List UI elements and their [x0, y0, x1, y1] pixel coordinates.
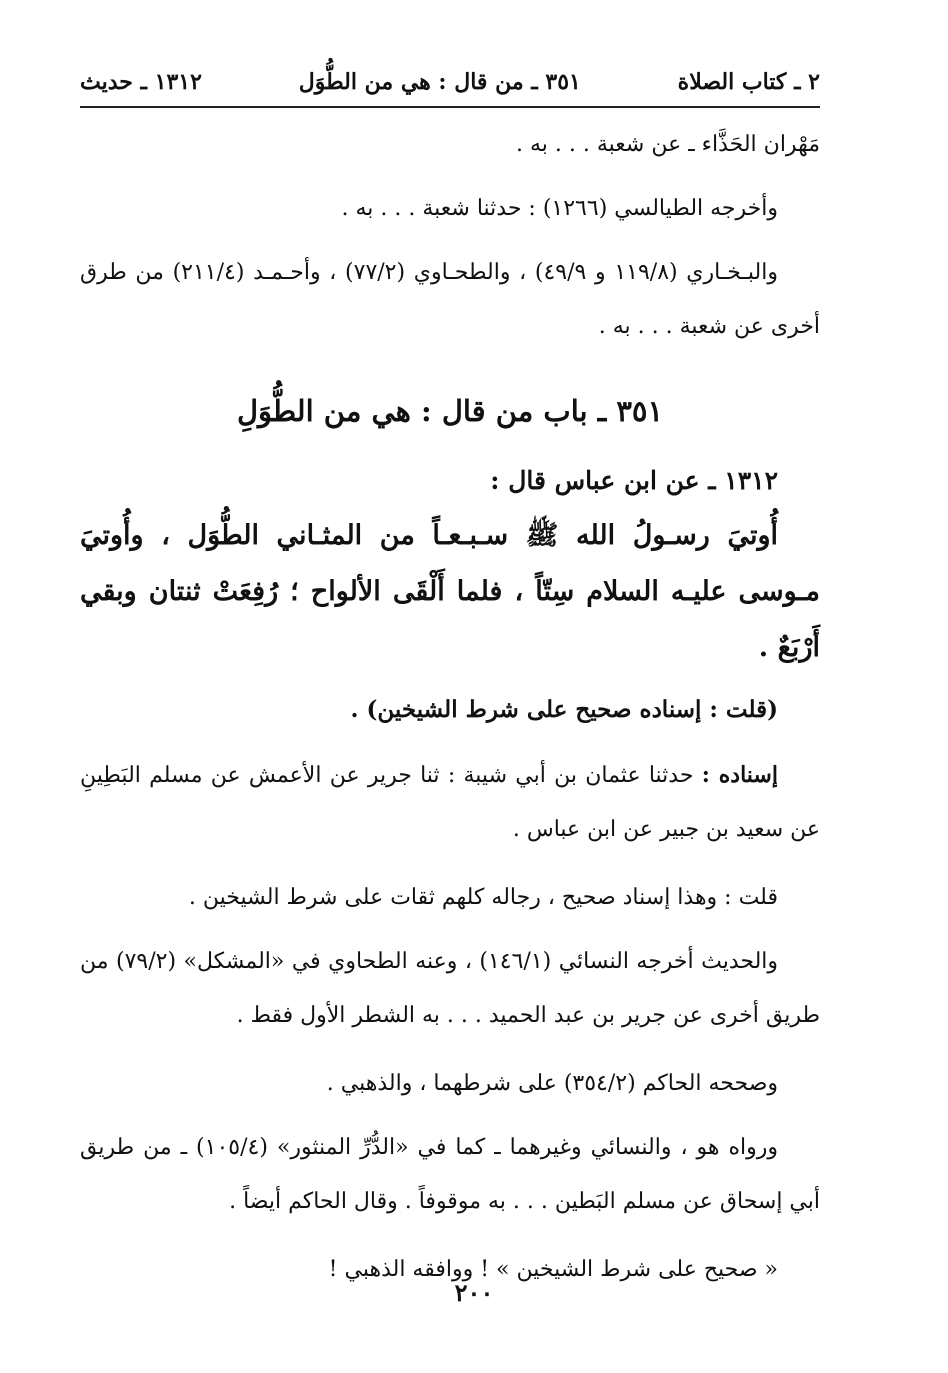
hakim-quote: « صحيح على شرط الشيخين » ! ووافقه الذهبي ! — [328, 1257, 778, 1282]
section-title: ٣٥١ ـ باب من قال : هي من الطُّوَلِ — [236, 394, 664, 428]
hadith-heading: ١٣١٢ ـ عن ابن عباس قال : — [490, 466, 778, 495]
header-book-title: ٢ ـ كتاب الصلاة — [677, 69, 820, 95]
running-header — [80, 62, 820, 108]
header-chapter-title: ٣٥١ ـ من قال : هي من الطُّوَل — [298, 69, 581, 95]
isnad-text: حدثنا عثمان بن أبي شيبة : ثنا جرير عن الأعمش عن مسلم البَطِينِ عن سعيد بن جبير عن ابن عباس . — [80, 763, 820, 842]
hadith-text: أُوتيَ رسـولُ الله ﷺ سـبـعـاً من المثـاني الطُّوَل ، وأُوتيَ مـوسى عليـه السلام سِتّاً ، فلما أَلْقَى الألواح ؛ رُفِعَتْ ثنتان وبقي أَرْبَعٌ . — [80, 520, 820, 663]
takhrij-nasai: والحديث أخرجه النسائي (١٤٦/١) ، وعنه الطحاوي في «المشكل» (٧٩/٢) من طريق أخرى عن جرير بن عبد الحميد . . . به الشطر الأول فقط . — [80, 949, 820, 1028]
isnad-label: إسناده : — [701, 762, 778, 788]
qult-paragraph: قلت : وهذا إسناد صحيح ، رجاله كلهم ثقات على شرط الشيخين . — [188, 885, 778, 910]
paragraph-bukhari: والبـخـاري (١١٩/٨ و ٤٩/٩) ، والطحـاوي (٧٧/٢) ، وأحـمـد (٢١١/٤) من طرق أخرى عن شعبة . . . به . — [80, 260, 820, 339]
paragraph-continuation: مَهْران الحَذَّاء ـ عن شعبة . . . به . — [516, 132, 820, 157]
paragraph-tayalisi: وأخرجه الطيالسي (١٢٦٦) : حدثنا شعبة . . . به . — [341, 196, 778, 221]
hadith-verdict: (قلت : إسناده صحيح على شرط الشيخين) . — [350, 696, 778, 723]
takhrij-hakim: وصححه الحاكم (٣٥٤/٢) على شرطهما ، والذهبي . — [326, 1071, 778, 1096]
header-hadith-number: ١٣١٢ ـ حديث — [80, 69, 202, 95]
takhrij-durr: ورواه هو ، والنسائي وغيرهما ـ كما في «الدُّرِّ المنثور» (١٠٥/٤) ـ من طريق أبي إسحاق عن مسلم البَطين . . . به موقوفاً . وقال الحاكم أيضاً . — [80, 1135, 820, 1214]
isnad-paragraph — [80, 748, 820, 857]
page-body — [80, 118, 820, 1307]
page-number: ٢٠٠ — [454, 1278, 494, 1307]
